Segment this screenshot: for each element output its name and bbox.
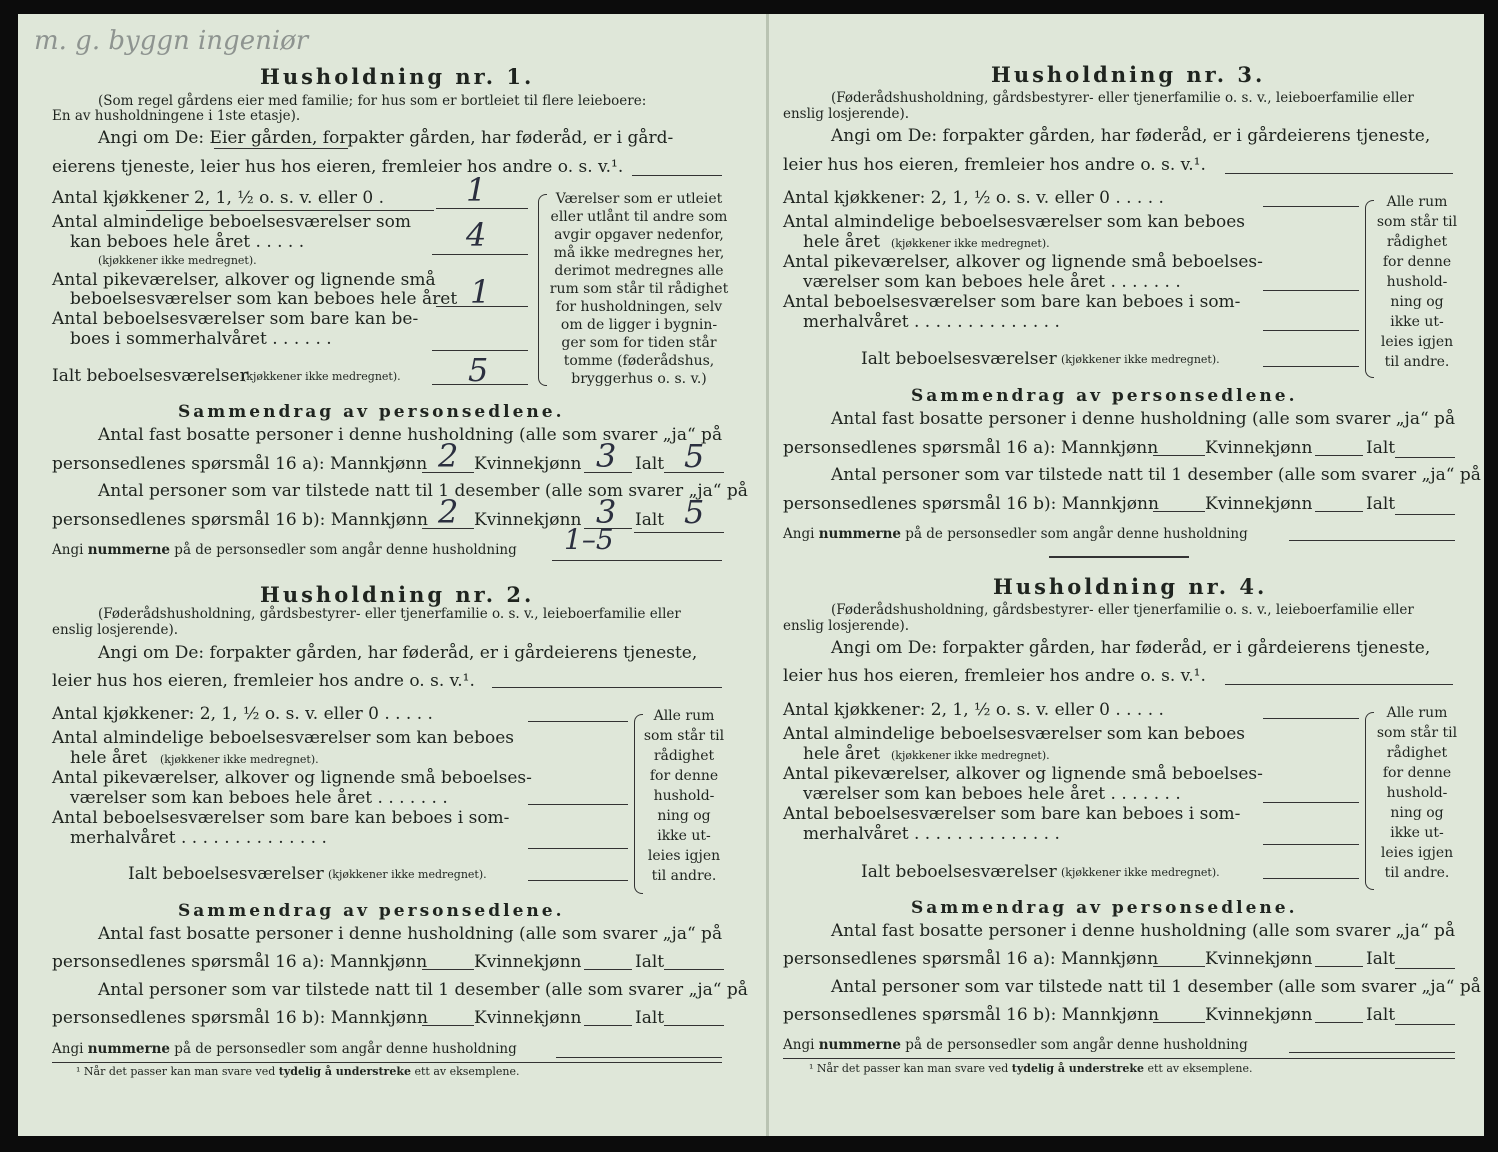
h2-summary-a-line-1: Antal fast bosatte personer i denne husholdning (alle som svarer „ja“ på	[98, 924, 723, 944]
answer-line	[584, 1025, 632, 1026]
summary-b-line-2: personsedlenes spørsmål 16 b): Mannkjønn	[52, 510, 428, 530]
household-1-title: Husholdning nr. 1.	[260, 64, 535, 89]
h4-total-rooms-label: Ialt beboelsesværelser	[861, 862, 1057, 882]
total-label: Ialt	[635, 454, 665, 474]
answer-line	[1289, 540, 1455, 541]
household-3-note-2: enslig losjerende).	[783, 106, 910, 122]
handwritten-rooms: 4	[466, 216, 487, 254]
footnote-divider	[783, 1058, 1455, 1059]
answer-line	[1263, 366, 1359, 367]
h3-summer-rooms-label-2: merhalvåret . . . . . . . . . . . . . .	[803, 312, 1060, 332]
answer-line	[1263, 330, 1359, 331]
answer-line	[432, 254, 528, 255]
summary-b-line-1: Antal personer som var tilstede natt til 1 desember (alle som svarer „ja“ på	[98, 481, 748, 501]
household-2-angi-line-2: leier hus hos eieren, fremleier hos andre o. s. v.¹.	[52, 671, 475, 691]
household-4-note-1: (Føderådshusholdning, gårdsbestyrer- eller tjenerfamilie o. s. v., leieboerfamilie eller	[831, 602, 1414, 618]
summary-a-line-1: Antal fast bosatte personer i denne husholdning (alle som svarer „ja“ på	[98, 425, 723, 445]
maid-rooms-label-2: beboelsesværelser som kan beboes hele året	[70, 289, 458, 309]
h2-maid-rooms-label-2: værelser som kan beboes hele året . . . . . . .	[70, 788, 448, 808]
left-page	[18, 14, 766, 1136]
total-label: Ialt	[635, 510, 665, 530]
answer-line	[1395, 514, 1455, 515]
h3-total-rooms-note: (kjøkkener ikke medregnet).	[1061, 353, 1220, 366]
side-note-household-2: Alle rum som står til rådighet for denne hushold- ning og ikke ut- leies igjen til andre.	[643, 708, 725, 884]
rooms-label-2: kan beboes hele året . . . . .	[70, 232, 305, 252]
handwritten-a-male: 2	[438, 437, 459, 475]
h4-maid-rooms-label-2: værelser som kan beboes hele året . . . . . . .	[803, 784, 1181, 804]
answer-line	[492, 687, 722, 688]
footnote: ¹ Når det passer kan man svare ved tydelig å understreke ett av eksemplene.	[809, 1062, 1253, 1075]
answer-line	[634, 532, 724, 533]
footnote: ¹ Når det passer kan man svare ved tydelig å understreke ett av eksemplene.	[76, 1065, 520, 1078]
h3-maid-rooms-label-2: værelser som kan beboes hele året . . . . . . .	[803, 272, 1181, 292]
h3-summary-a-line-2: personsedlenes spørsmål 16 a): Mannkjønn	[783, 438, 1159, 458]
handwritten-header: m. g. byggn ingeniør	[34, 26, 309, 56]
answer-line	[584, 969, 632, 970]
h4-kitchens-label: Antal kjøkkener: 2, 1, ½ o. s. v. eller 0 . . . . .	[783, 700, 1164, 720]
h3-summer-rooms-label-1: Antal beboelsesværelser som bare kan beboes i som-	[783, 292, 1241, 312]
h3-rooms-label-note: (kjøkkener ikke medregnet).	[891, 237, 1050, 250]
answer-line	[528, 848, 628, 849]
answer-line	[1225, 684, 1453, 685]
h4-summer-rooms-label-2: merhalvåret . . . . . . . . . . . . . .	[803, 824, 1060, 844]
h2-numbers-label: Angi nummerne på de personsedler som angår denne husholdning	[52, 1041, 517, 1057]
household-2-note-1: (Føderådshusholdning, gårdsbestyrer- eller tjenerfamilie o. s. v., leieboerfamilie eller	[98, 606, 681, 622]
female-label: Kvinnekjønn	[474, 952, 582, 972]
h3-rooms-label-2: hele året	[803, 232, 881, 252]
answer-line	[1263, 844, 1359, 845]
answer-line	[422, 528, 474, 529]
summer-rooms-label-2: boes i sommerhalvåret . . . . . .	[70, 329, 332, 349]
total-label: Ialt	[1366, 1005, 1396, 1025]
rooms-label-1: Antal almindelige beboelsesværelser som	[52, 212, 411, 232]
household-4-note-2: enslig losjerende).	[783, 618, 910, 634]
household-1-angi-line-1: Angi om De: Eier gården, forpakter gården, har føderåd, er i gård-	[98, 128, 674, 148]
numbers-label: Angi nummerne på de personsedler som angår denne husholdning	[52, 542, 517, 558]
total-label: Ialt	[1366, 949, 1396, 969]
h2-total-rooms-note: (kjøkkener ikke medregnet).	[328, 868, 487, 881]
h4-summary-b-line-1: Antal personer som var tilstede natt til 1 desember (alle som svarer „ja“ på	[831, 977, 1481, 997]
answer-line	[1315, 455, 1363, 456]
female-label: Kvinnekjønn	[1205, 494, 1313, 514]
handwritten-b-total: 5	[684, 493, 705, 531]
h2-summary-a-line-2: personsedlenes spørsmål 16 a): Mannkjønn	[52, 952, 428, 972]
answer-line	[584, 472, 632, 473]
h4-total-rooms-note: (kjøkkener ikke medregnet).	[1061, 866, 1220, 879]
household-4-angi-line-1: Angi om De: forpakter gården, har føderåd, er i gårdeierens tjeneste,	[831, 638, 1431, 658]
answer-line	[632, 175, 722, 176]
female-label: Kvinnekjønn	[474, 510, 582, 530]
summary-title-4: Sammendrag av personsedlene.	[911, 898, 1298, 918]
answer-line	[664, 969, 724, 970]
answer-line	[528, 721, 628, 722]
answer-line	[552, 560, 722, 561]
total-label: Ialt	[635, 952, 665, 972]
total-rooms-label: Ialt beboelsesværelser	[52, 366, 248, 386]
answer-line	[1153, 511, 1205, 512]
answer-line	[556, 1057, 722, 1058]
household-1-note-1: (Som regel gårdens eier med familie; for hus som er bortleiet til flere leieboere:	[98, 93, 647, 109]
h3-numbers-label: Angi nummerne på de personsedler som angår denne husholdning	[783, 526, 1248, 542]
household-2-angi-line-1: Angi om De: forpakter gården, har føderåd, er i gårdeierens tjeneste,	[98, 643, 698, 663]
side-note-household-3: Alle rum som står til rådighet for denne hushold- ning og ikke ut- leies igjen til andre.	[1376, 194, 1458, 370]
answer-line	[1153, 966, 1205, 967]
household-4-title: Husholdning nr. 4.	[993, 574, 1268, 599]
h2-kitchens-label: Antal kjøkkener: 2, 1, ½ o. s. v. eller 0 . . . . .	[52, 704, 433, 724]
household-3-angi-line-2: leier hus hos eieren, fremleier hos andre o. s. v.¹.	[783, 155, 1206, 175]
h4-rooms-label-2: hele året	[803, 744, 881, 764]
h3-kitchens-label: Antal kjøkkener: 2, 1, ½ o. s. v. eller 0 . . . . .	[783, 188, 1164, 208]
answer-line	[1315, 1022, 1363, 1023]
h2-rooms-label-2: hele året	[70, 748, 148, 768]
h3-summary-b-line-1: Antal personer som var tilstede natt til 1 desember (alle som svarer „ja“ på	[831, 465, 1481, 485]
handwritten-b-female: 3	[596, 493, 617, 531]
summary-title-2: Sammendrag av personsedlene.	[178, 901, 565, 921]
summer-rooms-label-1: Antal beboelsesværelser som bare kan be-	[52, 309, 419, 329]
h2-summary-b-line-1: Antal personer som var tilstede natt til 1 desember (alle som svarer „ja“ på	[98, 980, 748, 1000]
h4-maid-rooms-label-1: Antal pikeværelser, alkover og lignende små beboelses-	[783, 764, 1263, 784]
summary-title-1: Sammendrag av personsedlene.	[178, 402, 565, 422]
underline	[146, 210, 434, 211]
handwritten-maid-rooms: 1	[470, 273, 491, 311]
answer-line	[1225, 173, 1453, 174]
answer-line	[422, 969, 474, 970]
answer-line	[1263, 878, 1359, 879]
answer-line	[422, 472, 474, 473]
handwritten-numbers: 1–5	[564, 523, 614, 556]
underline-eier-garden	[214, 148, 348, 149]
answer-line	[1315, 966, 1363, 967]
summary-a-line-2: personsedlenes spørsmål 16 a): Mannkjønn	[52, 454, 428, 474]
handwritten-b-male: 2	[438, 493, 459, 531]
h4-rooms-label-note: (kjøkkener ikke medregnet).	[891, 749, 1050, 762]
answer-line	[1395, 457, 1455, 458]
female-label: Kvinnekjønn	[1205, 438, 1313, 458]
answer-line	[1315, 511, 1363, 512]
answer-line	[664, 472, 724, 473]
section-divider	[1049, 556, 1189, 558]
female-label: Kvinnekjønn	[474, 1008, 582, 1028]
maid-rooms-label-1: Antal pikeværelser, alkover og lignende små	[52, 270, 436, 290]
household-1-note-2: En av husholdningene i 1ste etasje).	[52, 108, 301, 124]
total-label: Ialt	[1366, 494, 1396, 514]
answer-line	[1153, 455, 1205, 456]
h2-total-rooms-label: Ialt beboelsesværelser	[128, 864, 324, 884]
rooms-label-note: (kjøkkener ikke medregnet).	[98, 254, 257, 267]
answer-line	[1395, 1024, 1455, 1025]
female-label: Kvinnekjønn	[474, 454, 582, 474]
side-note-household-1: Værelser som er utleiet eller utlånt til andre som avgir opgaver nedenfor, må ikke medregnes her, derimot medregnes alle rum som står til rådighet for husholdningen, selv om de ligger i bygnin- ger som for tiden står tomme (føderådshus, bryggerhus o. s. v.)	[549, 191, 729, 387]
h2-summer-rooms-label-2: merhalvåret . . . . . . . . . . . . . .	[70, 828, 327, 848]
household-3-title: Husholdning nr. 3.	[991, 62, 1266, 87]
household-1-angi-line-2: eierens tjeneste, leier hus hos eieren, fremleier hos andre o. s. v.¹.	[52, 157, 624, 177]
h2-summary-b-line-2: personsedlenes spørsmål 16 b): Mannkjønn	[52, 1008, 428, 1028]
h3-summary-b-line-2: personsedlenes spørsmål 16 b): Mannkjønn	[783, 494, 1159, 514]
handwritten-a-female: 3	[596, 437, 617, 475]
female-label: Kvinnekjønn	[1205, 1005, 1313, 1025]
answer-line	[1263, 206, 1359, 207]
h3-total-rooms-label: Ialt beboelsesværelser	[861, 349, 1057, 369]
h4-summary-a-line-1: Antal fast bosatte personer i denne husholdning (alle som svarer „ja“ på	[831, 921, 1456, 941]
h4-summer-rooms-label-1: Antal beboelsesværelser som bare kan beboes i som-	[783, 804, 1241, 824]
answer-line	[1263, 290, 1359, 291]
handwritten-total-rooms: 5	[468, 351, 489, 389]
side-note-household-4: Alle rum som står til rådighet for denne hushold- ning og ikke ut- leies igjen til andre.	[1376, 705, 1458, 881]
h4-rooms-label-1: Antal almindelige beboelsesværelser som kan beboes	[783, 724, 1245, 744]
household-3-angi-line-1: Angi om De: forpakter gården, har føderåd, er i gårdeierens tjeneste,	[831, 126, 1431, 146]
handwritten-a-total: 5	[684, 437, 705, 475]
h2-rooms-label-1: Antal almindelige beboelsesværelser som kan beboes	[52, 728, 514, 748]
summary-title-3: Sammendrag av personsedlene.	[911, 386, 1298, 406]
household-2-title: Husholdning nr. 2.	[260, 582, 535, 607]
household-4-angi-line-2: leier hus hos eieren, fremleier hos andre o. s. v.¹.	[783, 666, 1206, 686]
h2-rooms-label-note: (kjøkkener ikke medregnet).	[160, 753, 319, 766]
answer-line	[528, 804, 628, 805]
h4-summary-b-line-2: personsedlenes spørsmål 16 b): Mannkjønn	[783, 1005, 1159, 1025]
female-label: Kvinnekjønn	[1205, 949, 1313, 969]
total-label: Ialt	[635, 1008, 665, 1028]
h3-maid-rooms-label-1: Antal pikeværelser, alkover og lignende små beboelses-	[783, 252, 1263, 272]
h3-summary-a-line-1: Antal fast bosatte personer i denne husholdning (alle som svarer „ja“ på	[831, 409, 1456, 429]
household-3-note-1: (Føderådshusholdning, gårdsbestyrer- eller tjenerfamilie o. s. v., leieboerfamilie eller	[831, 90, 1414, 106]
h2-summer-rooms-label-1: Antal beboelsesværelser som bare kan beboes i som-	[52, 808, 510, 828]
answer-line	[1263, 718, 1359, 719]
answer-line	[1263, 802, 1359, 803]
right-page	[769, 14, 1484, 1136]
h3-rooms-label-1: Antal almindelige beboelsesværelser som kan beboes	[783, 212, 1245, 232]
answer-line	[1289, 1052, 1455, 1053]
answer-line	[1153, 1022, 1205, 1023]
total-label: Ialt	[1366, 438, 1396, 458]
answer-line	[1395, 968, 1455, 969]
h4-numbers-label: Angi nummerne på de personsedler som angår denne husholdning	[783, 1037, 1248, 1053]
household-2-note-2: enslig losjerende).	[52, 622, 179, 638]
h4-summary-a-line-2: personsedlenes spørsmål 16 a): Mannkjønn	[783, 949, 1159, 969]
total-rooms-note: (kjøkkener ikke medregnet).	[242, 370, 401, 383]
handwritten-kitchens: 1	[466, 171, 487, 209]
answer-line	[664, 1025, 724, 1026]
kitchens-label: Antal kjøkkener 2, 1, ½ o. s. v. eller 0 .	[52, 188, 384, 208]
answer-line	[528, 880, 628, 881]
footnote-divider	[52, 1062, 722, 1063]
h2-maid-rooms-label-1: Antal pikeværelser, alkover og lignende små beboelses-	[52, 768, 532, 788]
answer-line	[422, 1025, 474, 1026]
